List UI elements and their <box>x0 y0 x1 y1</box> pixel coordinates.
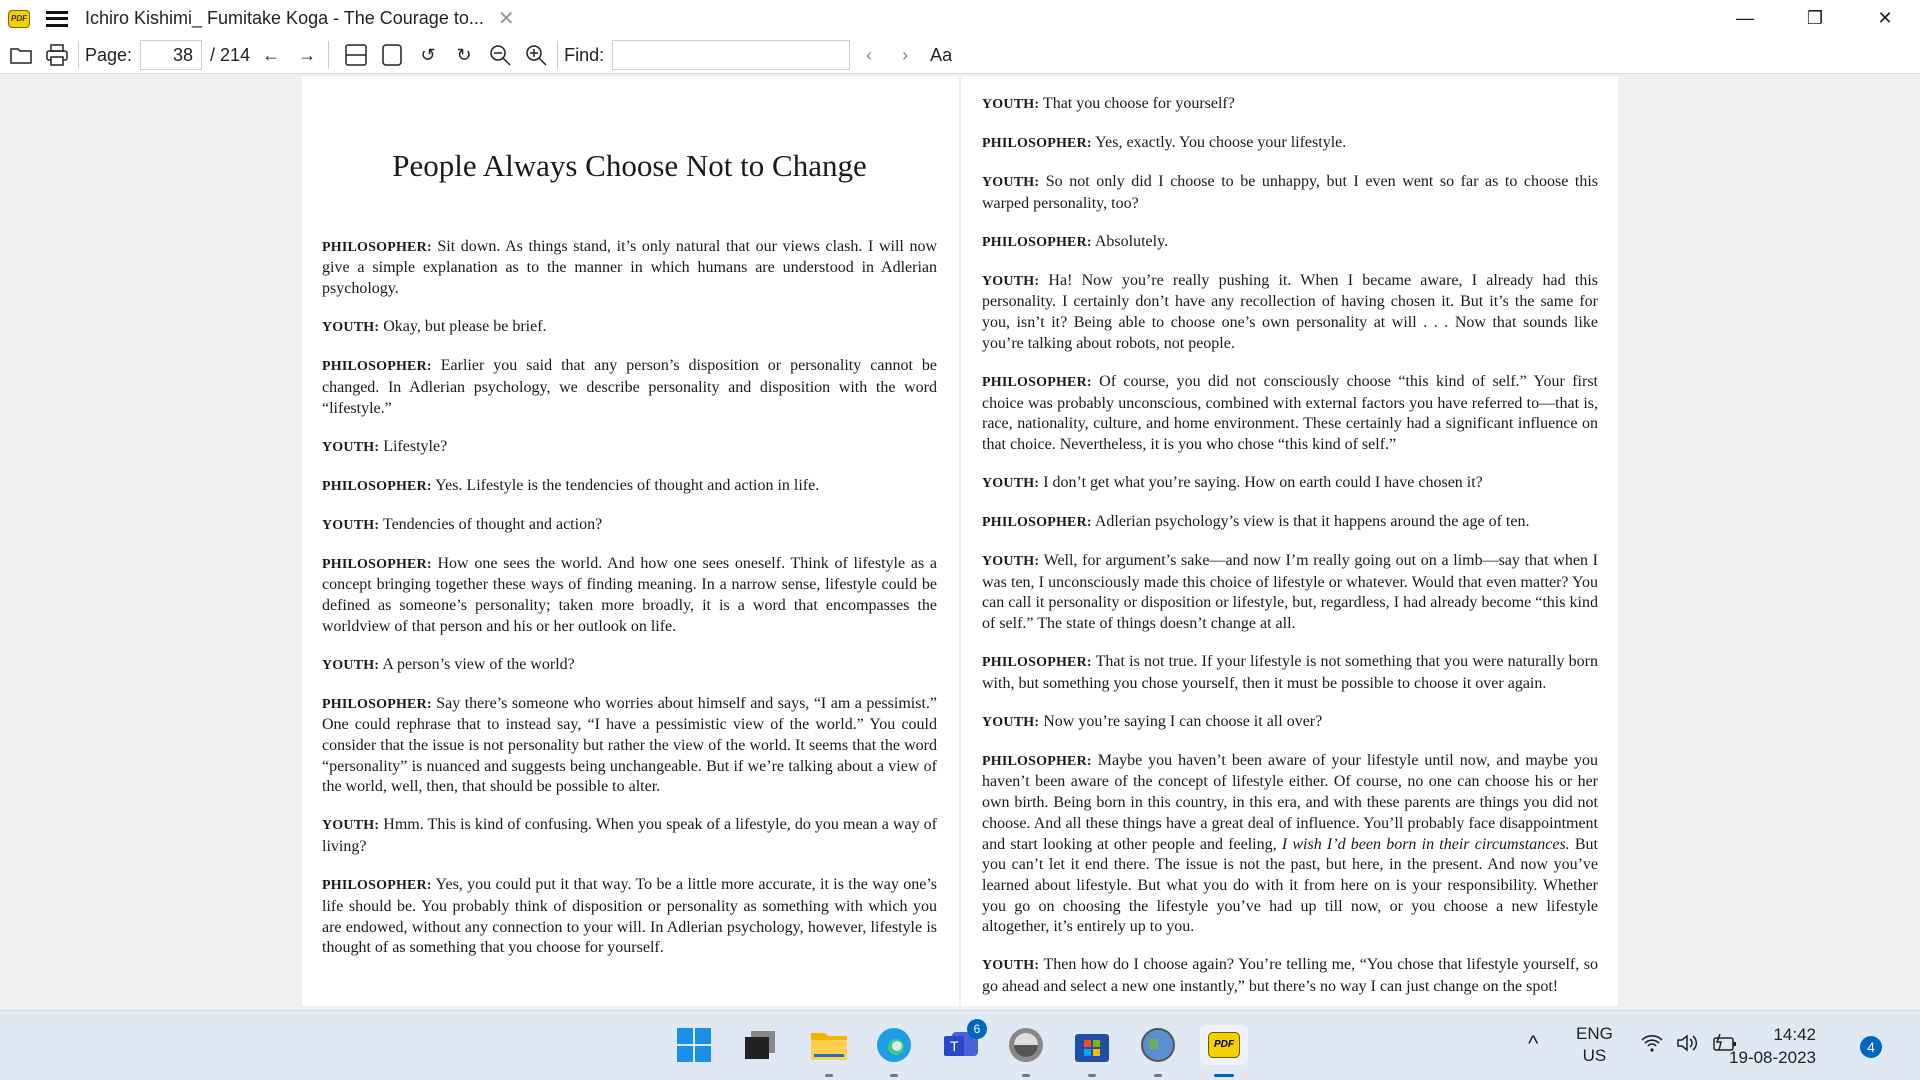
dialogue-text: Say there’s someone who worries about himself and says, “I am a pessimist.” One could rephrase that to instead say, “I have a pessimistic view of the world.” You could consider that the issue is not personality but rather the view of the world. It seems that the word “personality” is nuanced and suggests being unchangeable. But if we’re talking about a view of the world, well, then, that should be possible to alter. <box>322 694 938 796</box>
dialogue-text: Well, for argument’s sake—and now I’m really going out on a limb—say that when I was ten, I unconsciously made this choice of lifestyle or whatever. Would that even matter? You can call it personality or disposition or lifestyle, but, regardless, I had already become “this kind of self.” The state of things doesn’t change at all. <box>982 551 1598 633</box>
page-total: / 214 <box>210 44 251 65</box>
dialogue-paragraph <box>322 237 937 300</box>
dialogue-text: Tendencies of thought and action? <box>382 515 603 533</box>
dialogue-paragraph <box>322 476 937 498</box>
speaker-label: YOUTH: <box>982 714 1040 730</box>
close-tab-icon[interactable]: ✕ <box>497 8 515 30</box>
dialogue-text: Yes, you could put it that way. To be a little more accurate, it is the way one’s life should be. You probably think of disposition or personality as something with which you are endowed, without any connection to your will. In Adlerian psychology, however, lifestyle is thought of as something that you choose for yourself. <box>322 876 937 957</box>
document-tab-title[interactable]: Ichiro Kishimi_ Fumitake Koga - The Courage to... <box>85 8 484 28</box>
rotate-right-icon[interactable]: ↻ <box>456 44 472 65</box>
teams-badge: 6 <box>967 1019 987 1039</box>
keyboard-region: US <box>1582 1046 1607 1065</box>
speaker-label: YOUTH: <box>982 175 1040 190</box>
find-label: Find: <box>564 44 605 65</box>
dialogue-paragraph <box>982 372 1598 456</box>
previous-page-arrow-icon[interactable]: ← <box>262 44 281 65</box>
dialogue-paragraph <box>982 94 1598 116</box>
start-button[interactable] <box>674 1025 714 1065</box>
volume-icon[interactable] <box>1676 1033 1702 1058</box>
dialogue-text: I don’t get what you’re saying. How on earth could I have chosen it? <box>1043 473 1483 491</box>
notification-badge[interactable]: 4 <box>1860 1036 1882 1058</box>
page-number-input[interactable]: 38 <box>140 40 202 70</box>
speaker-label: YOUTH: <box>982 475 1040 491</box>
dialogue-text: Yes, exactly. You choose your lifestyle. <box>1095 134 1347 151</box>
document-viewer <box>0 75 1920 1010</box>
divider <box>78 41 79 69</box>
dialogue-paragraph <box>322 356 937 419</box>
find-previous-icon[interactable]: ‹ <box>866 44 873 65</box>
speaker-label: PHILOSOPHER: <box>322 878 432 894</box>
find-input[interactable] <box>612 40 850 70</box>
page-right <box>961 76 1618 1006</box>
language: ENG <box>1576 1024 1613 1043</box>
speaker-label: PHILOSOPHER: <box>322 478 432 494</box>
speaker-label: YOUTH: <box>322 320 380 336</box>
globe-app-icon[interactable] <box>1138 1025 1178 1065</box>
zoom-out-icon[interactable] <box>485 40 515 70</box>
microsoft-store-icon[interactable] <box>1072 1025 1112 1065</box>
italic-thought: I wish I’d been born in their circumstances. <box>1281 835 1570 853</box>
dialogue-text: That you choose for yourself? <box>1042 95 1235 112</box>
divider <box>557 41 558 69</box>
title-bar <box>0 0 1920 37</box>
dialogue-paragraph <box>322 554 937 638</box>
dialogue-text: Absolutely. <box>1094 232 1169 250</box>
speaker-label: PHILOSOPHER: <box>322 239 432 255</box>
dialogue-text: Maybe you haven’t been aware of your lifestyle until now, and maybe you haven’t been aware of the concept of lifestyle either. Of course, no one can choose his or her own birth. Being born in this country, in this era, and with these parents are things you did not choose. And all these things have a great deal of influence. You’ll probably face disappointment and start looking at other people and feeling, <box>982 751 1598 853</box>
dialogue-paragraph <box>982 712 1598 734</box>
close-window-button[interactable]: ✕ <box>1877 8 1893 28</box>
dialogue-paragraph <box>982 512 1598 534</box>
dialogue-text: How one sees the world. And how one sees oneself. Think of lifestyle as a concept bringing together these ways of finding meaning. In a narrow sense, lifestyle could be defined as someone’s personality; taken more broadly, it is a word that encompasses the worldview of that person and his or her outlook on life. <box>322 554 938 635</box>
dialogue-text: Now you’re saying I can choose it all over? <box>1043 712 1323 730</box>
dialogue-text: So not only did I choose to be unhappy, but I even went so far as to choose this warped personality, too? <box>982 173 1599 212</box>
zoom-in-icon[interactable] <box>521 40 551 70</box>
dialogue-text-continued: But you can’t let it end there. The issue is not the past, but here, in the present. And now you’ve learned about lifestyle. But what you do with it from here on is your responsibility. Whether you go on choosing the lifestyle you’ve had up till now, or you choose a new lifestyle altogether, it’s entirely up to you. <box>982 835 1598 936</box>
match-case-icon[interactable]: Aa <box>930 44 953 65</box>
speaker-label: YOUTH: <box>322 818 380 834</box>
dialogue-text: Of course, you did not consciously choose “this kind of self.” Your first choice was probably unconscious, combined with external factors you have referred to—that is, race, nationality, culture, and home environment. These certainly had a significant influence on that choice. Nevertheless, it is you who chose “this kind of self.” <box>982 372 1598 453</box>
dialogue-paragraph <box>322 437 937 459</box>
speaker-label: PHILOSOPHER: <box>322 556 432 572</box>
dialogue-text: Earlier you said that any person’s disposition or personality cannot be changed. In Adlerian psychology, we describe personality and disposition with the word “lifestyle.” <box>322 357 938 417</box>
dialogue-text: Okay, but please be brief. <box>383 318 547 336</box>
dialogue-paragraph <box>322 875 937 959</box>
wifi-icon[interactable] <box>1640 1033 1664 1058</box>
rotate-left-icon[interactable]: ↺ <box>420 44 436 65</box>
open-folder-icon[interactable] <box>6 40 36 70</box>
pdf-reader-taskbar-icon[interactable]: PDF <box>1200 1025 1248 1065</box>
speaker-label: YOUTH: <box>982 97 1040 112</box>
dialogue-paragraph <box>322 515 937 537</box>
find-next-icon[interactable]: › <box>902 44 909 65</box>
dialogue-text: Yes. Lifestyle is the tendencies of thought and action in life. <box>435 476 820 494</box>
speaker-label: YOUTH: <box>322 517 380 533</box>
file-explorer-icon[interactable] <box>809 1025 849 1065</box>
divider <box>328 41 329 69</box>
dialogue-paragraph <box>982 232 1598 254</box>
speaker-label: PHILOSOPHER: <box>982 374 1092 390</box>
dialogue-paragraph <box>982 751 1598 938</box>
app-logo-icon: PDF <box>8 10 30 28</box>
speaker-label: PHILOSOPHER: <box>322 359 432 375</box>
dialogue-text: Adlerian psychology’s view is that it happens around the age of ten. <box>1094 512 1530 530</box>
speaker-label: YOUTH: <box>322 439 380 455</box>
app-icon[interactable] <box>1006 1025 1046 1065</box>
speaker-label: PHILOSOPHER: <box>322 696 432 712</box>
dialogue-text: Lifestyle? <box>383 437 448 455</box>
dialogue-text: Then how do I choose again? You’re telling me, “You chose that lifestyle yourself, so go ahead and select a new one instantly,” but there’s no way I can just change on the spot! <box>982 956 1599 996</box>
show-hidden-icons-chevron[interactable]: ^ <box>1528 1031 1539 1056</box>
time: 14:42 <box>1773 1025 1816 1044</box>
speaker-label: YOUTH: <box>982 958 1040 974</box>
dialogue-paragraph <box>982 955 1598 997</box>
next-page-arrow-icon[interactable]: → <box>298 44 317 65</box>
speaker-label: YOUTH: <box>322 657 380 673</box>
dialogue-paragraph <box>982 271 1598 355</box>
dialogue-paragraph <box>322 317 937 339</box>
dialogue-paragraph <box>322 815 937 857</box>
speaker-label: PHILOSOPHER: <box>982 655 1092 671</box>
restore-button[interactable]: ❐ <box>1806 8 1824 28</box>
toolbar <box>0 37 1920 74</box>
dialogue-paragraph <box>982 133 1598 155</box>
dialogue-paragraph <box>322 694 937 799</box>
speaker-label: YOUTH: <box>982 273 1040 289</box>
dialogue-paragraph <box>982 473 1598 495</box>
speaker-label: PHILOSOPHER: <box>982 753 1092 769</box>
speaker-label: PHILOSOPHER: <box>982 514 1092 530</box>
page-label: Page: <box>85 44 133 65</box>
dialogue-text: A person’s view of the world? <box>382 655 575 673</box>
dialogue-text: Hmm. This is kind of confusing. When you speak of a lifestyle, do you mean a way of living? <box>322 816 937 856</box>
date: 19-08-2023 <box>1729 1048 1816 1067</box>
taskbar <box>0 1010 1920 1080</box>
menu-icon[interactable] <box>46 11 68 27</box>
speaker-label: PHILOSOPHER: <box>982 136 1092 151</box>
dialogue-text: Ha! Now you’re really pushing it. When I became aware, I already had this personality. I certainly don’t have any recollection of having chosen it. But it’s the same for you, isn’t it? Being able to choose one’s own personality at will . . . Now that sounds like you’re talking about robots, not people. <box>982 271 1598 352</box>
fit-width-icon[interactable] <box>341 40 371 70</box>
dialogue-paragraph <box>982 652 1598 694</box>
dialogue-paragraph <box>982 172 1598 214</box>
edge-browser-icon[interactable] <box>874 1025 914 1065</box>
chapter-heading: People Always Choose Not to Change <box>392 148 867 183</box>
dialogue-paragraph <box>982 551 1598 635</box>
minimize-button[interactable]: — <box>1736 8 1754 28</box>
speaker-label: PHILOSOPHER: <box>982 234 1092 250</box>
dialogue-paragraph <box>322 655 937 677</box>
fit-page-icon[interactable] <box>377 40 407 70</box>
speaker-label: YOUTH: <box>982 553 1040 569</box>
dialogue-text: That is not true. If your lifestyle is not something that you were naturally born with, but something you chose yourself, then it must be possible to choose it over again. <box>982 653 1598 692</box>
task-view-icon[interactable] <box>740 1025 780 1065</box>
language-indicator[interactable] <box>1576 1023 1613 1067</box>
svg-text:T: T <box>950 1038 959 1054</box>
teams-icon[interactable] <box>941 1022 981 1065</box>
print-icon[interactable] <box>42 40 72 70</box>
clock[interactable] <box>1729 1023 1816 1069</box>
dialogue-text: Sit down. As things stand, it’s only natural that our views clash. I will now give a simple explanation as to the manner in which humans are understood in Adlerian psychology. <box>322 237 938 298</box>
page-left <box>302 76 959 1006</box>
